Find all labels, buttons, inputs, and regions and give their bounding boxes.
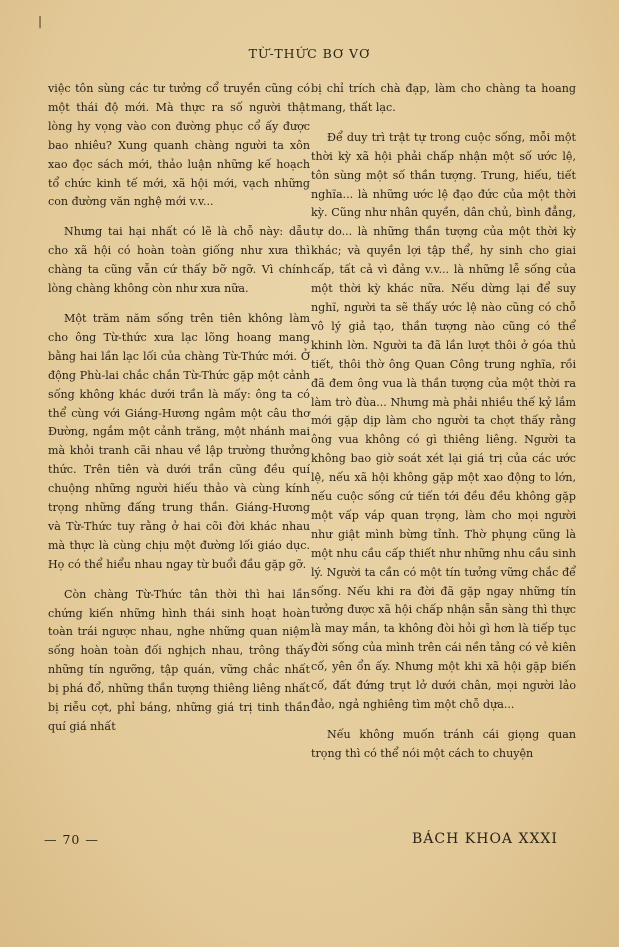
page-number: — 70 —: [44, 832, 99, 847]
running-header: TỪ-THỨC BƠ VƠ: [248, 46, 371, 61]
left-column: [48, 80, 310, 748]
paragraph: Một trăm năm sống trên tiên không làm cho ông Từ-thức xưa lạc lõng hoang mang bằng hai lần lạc lối của chàng Từ-Thức mới. Ở động Phù-lai chắc chắn Từ-Thức gặp một cảnh sống không khác dưới trần là mấy: ông ta có thể cùng với Giáng-Hương ngâm một câu thơ Đường, ngắm một cảnh trăng, một nhánh mai mà khỏi tranh cãi nhau về lập trường thưởng thức. Trên tiên và dưới trần cũng đều quí chuộng những người hiếu thảo và cùng kính trọng những đấng trung thần. Giáng-Hương và Từ-Thức tuy rằng ở hai cõi đời khác nhau mà thực là cùng chịu một đường lối giáo dục. Họ có thể hiểu nhau ngay từ buổi đầu gặp gỡ.: [48, 311, 310, 571]
paragraph: Để duy trì trật tự trong cuộc sống, mỗi một thời kỳ xã hội phải chấp nhận một số ước lệ, tôn sùng một số thần tượng. Trung, hiếu, tiết nghĩa... là những ước lệ đạo đức của một thời kỳ. Cũng như nhân quyền, dân chủ, bình đẳng, tự do... là những thần tượng của một thời kỳ khác; và quyền lợi tập thể, hy sinh cho giai cấp, tất cả vì đảng v.v... là những lễ sống của một thời kỳ khác nữa. Nếu dừng lại để suy nghĩ, người ta sẽ thấy ước lệ nào cũng có chỗ vô lý giả tạo, thần tượng nào cũng có thể khinh lờn. Người ta đã lần lượt thôi ở góa thủ tiết, thôi thờ ông Quan Công trung nghĩa, rồi đã đem ông vua là thần tượng của một thời ra làm trò đùa... Nhưng mà phải nhiều thế kỷ lắm mới gặp dịp làm cho người ta chợt thấy rằng ông vua không có gì thiêng liêng. Người ta không bao giờ soát xét lại giá trị của các ước lệ, nếu xã hội không gặp một xao động to lớn, nếu cuộc sống cứ tiến tới đều đều không gặp một vấp váp quan trọng, làm cho mọi người như giật mình bừng tỉnh. Thờ phụng cũng là một nhu cầu cấp thiết như những nhu cầu sinh lý. Người ta cần có một tín tưởng vững chắc để sống. Nếu khi ra đời đã gặp ngay những tín tưởng được xã hội chấp nhận sẵn sàng thì thực là may mắn, ta không đòi hỏi gì hơn là tiếp tục đời sống của mình trên cái nền tảng có vẻ kiên cố, yên ổn ấy. Nhưng một khi xã hội gặp biến cố, đất đứng trụt lở dưới chân, mọi người lảo đảo, ngả nghiêng tìm một chỗ dựa...: [311, 130, 576, 711]
paragraph: bị chỉ trích chà đạp, làm cho chàng ta hoang mang, thất lạc.: [311, 82, 576, 114]
paragraph: Nếu không muốn tránh cái giọng quan trọng thì có thể nói một cách to chuyện: [311, 727, 576, 760]
scan-mark: |: [38, 14, 43, 28]
paragraph: Nhưng tai hại nhất có lẽ là chỗ này: dẫu cho xã hội có hoàn toàn giống như xưa thì chàng ta cũng vẫn cứ thấy bỡ ngỡ. Vì chính lòng chàng không còn như xưa nữa.: [48, 225, 310, 296]
paragraph: việc tôn sùng các tư tưởng cổ truyền cũng có một thái độ mới. Mà thực ra số người thật lòng hy vọng vào con đường phục cổ ấy được bao nhiêu? Xung quanh chàng người ta xôn xao đọc sách mới, thảo luận những kế hoạch tổ chức kinh tế mới, xã hội mới, vạch những con đường văn nghệ mới v.v...: [48, 82, 310, 209]
paragraph: Còn chàng Từ-Thức tân thời thì hai lần chứng kiến những hình thái sinh hoạt hoàn toàn trái ngược nhau, nghe những quan niệm sống hoàn toàn đối nghịch nhau, trông thấy những tín ngưỡng, tập quán, vững chắc nhất bị phá đổ, những thần tượng thiêng liêng nhất bị riễu cợt, phỉ báng, những giá trị tinh thần quí giá nhất: [48, 587, 310, 733]
right-column: [311, 80, 576, 775]
journal-name: BÁCH KHOA XXXI: [412, 831, 558, 847]
